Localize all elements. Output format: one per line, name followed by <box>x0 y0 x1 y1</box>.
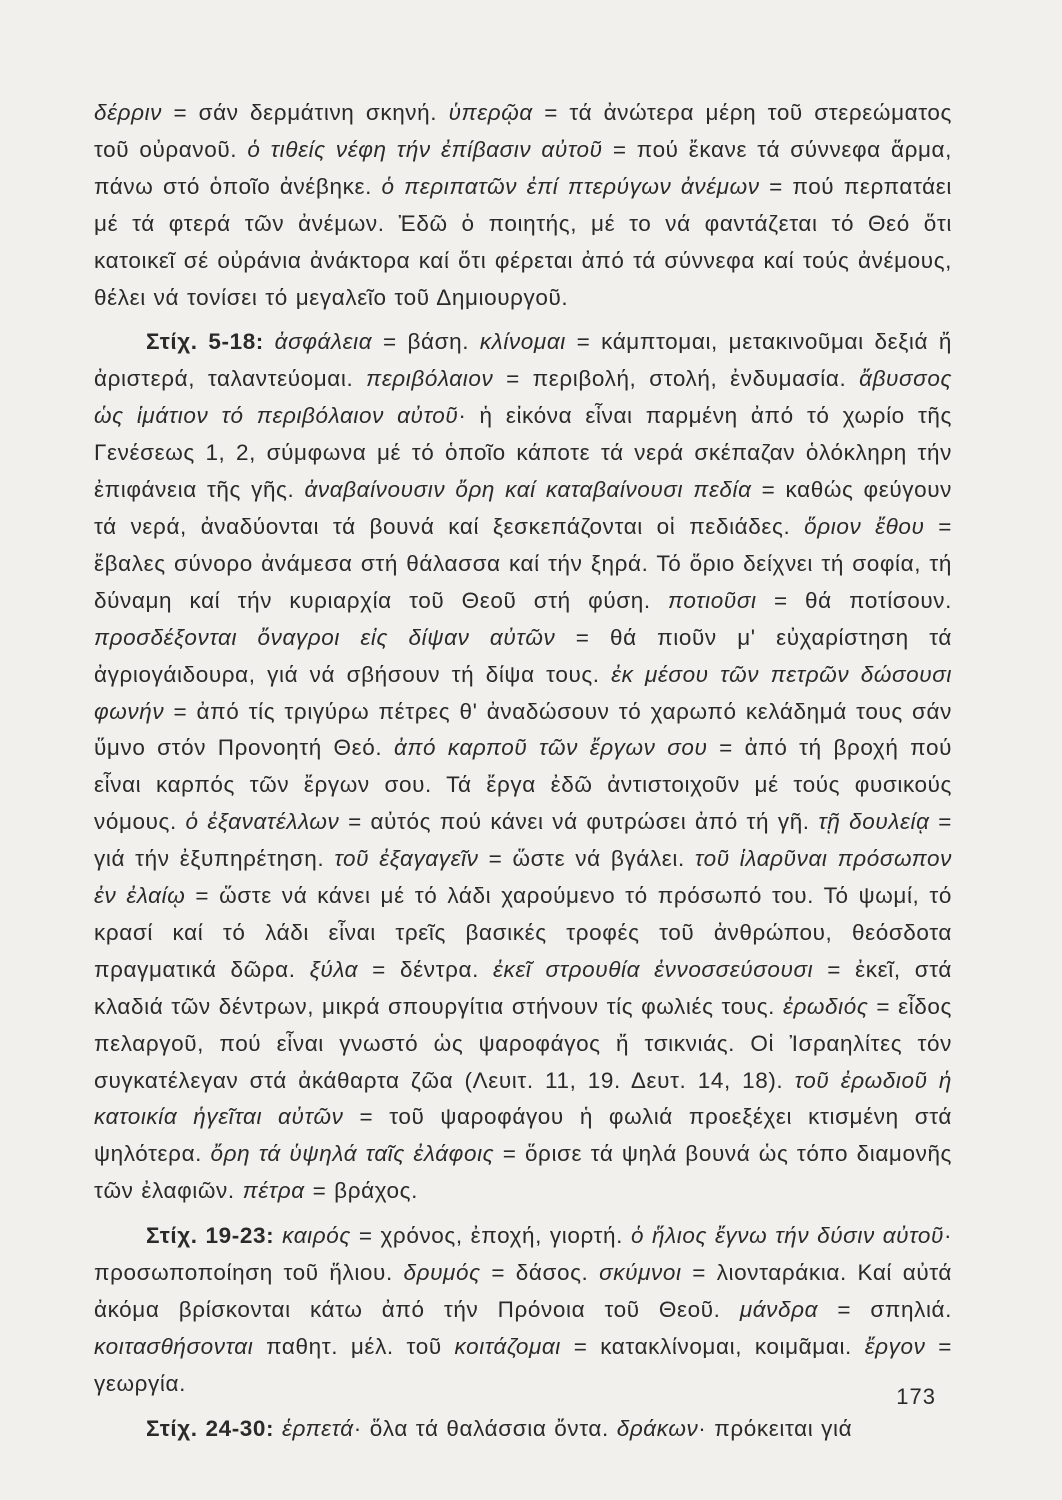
text-run: = εἶδος πελαργοῦ, πού εἶναι γνωστό ὡς ψαροφάγος ἤ τσικνιάς. Οἱ Ἰσραηλίτες τόν συγκατέλεγαν στά ἀκάθαρτα ζῶα (Λευιτ. 11, 19. Δευτ. 14, 18). <box>94 993 952 1093</box>
paragraph <box>94 1218 952 1403</box>
term-italic: ὁ τιθείς νέφη τήν ἐπίβασιν αὐτοῦ <box>247 136 603 162</box>
term-italic: κοιτασθήσονται <box>94 1333 254 1359</box>
text-run: · ἡ εἰκόνα εἶναι παρμένη ἀπό τό χωρίο τῆς Γενέσεως 1, 2, σύμφωνα μέ τό ὁποῖο κάποτε τά νερά σκέπαζαν ὁλόκληρη τήν ἐπιφάνεια τῆς γῆς. <box>94 403 952 503</box>
term-italic: δρυμός <box>403 1260 481 1286</box>
term-italic: δέρριν <box>94 100 163 125</box>
term-italic: τῇ δουλείᾳ <box>818 809 930 835</box>
term-italic: τοῦ ἱλαρῦναι πρόσωπον ἐν ἐλαίῳ <box>94 846 952 909</box>
text-run <box>274 1416 282 1441</box>
text-run: = ὥστε νά κάνει μέ τό λάδι χαρούμενο τό πρόσωπό του. Τό ψωμί, τό κρασί καί τό λάδι εἶναι τρεῖς βασικές τροφές τοῦ ἀνθρώπου, θεόσδοτα πραγματικά δῶρα. <box>94 883 953 982</box>
text-run: · πρόκειται γιά <box>698 1415 853 1441</box>
text-run: = αὐτός πού κάνει νά φυτρώσει ἀπό τή γῆ. <box>339 809 819 835</box>
text-run: = καθώς φεύγουν τά νερά, ἀναδύονται τά βουνά καί ξεσκεπάζονται οἱ πεδιάδες. <box>94 477 952 539</box>
term-italic: ἐκεῖ στρουθία ἐννοσσεύσουσι <box>493 956 814 982</box>
text-run: = περιβολή, στολή, ἐνδυμασία. <box>493 366 860 392</box>
term-italic: ποτιοῦσι <box>668 587 757 613</box>
term-italic: ἐρωδιός <box>782 993 869 1019</box>
text-run: = ἐκεῖ, στά κλαδιά τῶν δέντρων, μικρά σπουργίτια στήνουν τίς φωλιές τους. <box>94 956 952 1019</box>
term-italic: κοιτάζομαι <box>454 1333 561 1359</box>
verse-heading: Στίχ. 19-23: <box>146 1223 275 1249</box>
text-run: = σάν δερμάτινη σκηνή. <box>162 100 449 125</box>
text-run: = ὅρισε τά ψηλά βουνά ὡς τόπο διαμονῆς τῶν ἐλαφιῶν. <box>94 1141 953 1204</box>
text-run: = θά ποτίσουν. <box>756 587 952 613</box>
text-run: παθητ. μέλ. τοῦ <box>253 1333 455 1359</box>
text-run: = γεωργία. <box>94 1333 952 1396</box>
term-italic: ἑρπετά <box>281 1415 354 1441</box>
text-run: · ὅλα τά θαλάσσια ὄντα. <box>353 1415 617 1441</box>
term-italic: περιβόλαιον <box>366 366 494 392</box>
term-italic: ἀσφάλεια <box>274 329 373 355</box>
term-italic: ὁ ἐξανατέλλων <box>185 809 340 835</box>
term-italic: ξύλα <box>309 956 359 982</box>
text-run: = πού περπατάει μέ τά φτερά τῶν ἀνέμων. Ἐδῶ ὁ ποιητής, μέ το νά φαντάζεται τό Θεό ὅτι κατοικεῖ σέ οὐράνια ἀνάκτορα καί ὅτι φέρεται ἀπό τά σύννεφα καί τούς ἀνέμους, θέλει νά τονίσει τό μεγαλεῖο τοῦ Δημιουργοῦ. <box>94 173 952 310</box>
commentary-text <box>94 95 952 1448</box>
text-run: = ἔβαλες σύνορο ἀνάμεσα στή θάλασσα καί τήν ξηρά. Τό ὅριο δείχνει τή σοφία, τή δύναμη καί τήν κυριαρχία τοῦ Θεοῦ στή φύση. <box>94 513 952 613</box>
term-italic: σκύμνοι <box>599 1260 682 1286</box>
text-run: = ἀπό τίς τριγύρω πέτρες θ' ἀναδώσουν τό χαρωπό κελάδημά τους σάν ὕμνο στόν Προνοητή Θεό. <box>94 698 952 761</box>
text-run: = ὥστε νά βγάλει. <box>478 846 695 872</box>
term-italic: ὁ ἥλιος ἔγνω τήν δύσιν αὐτοῦ <box>630 1223 944 1249</box>
term-italic: ὅριον ἔθου <box>804 513 925 539</box>
text-run: = βάση. <box>372 329 480 355</box>
term-italic: ἀπό καρποῦ τῶν ἔργων σου <box>393 735 708 761</box>
text-run: = λιονταράκια. Καί αὐτά ἀκόμα βρίσκονται κάτω ἀπό τήν Πρόνοια τοῦ Θεοῦ. <box>94 1260 953 1322</box>
text-run: = πού ἔκανε τά σύννεφα ἅρμα, πάνω στό ὁποῖο ἀνέβηκε. <box>94 136 953 199</box>
paragraph <box>94 1411 952 1448</box>
verse-heading: Στίχ. 5-18: <box>146 329 264 355</box>
text-run: = θά πιοῦν μ' εὐχαρίστηση τά ἀγριογάιδουρα, γιά νά σβήσουν τή δίψα τους. <box>94 624 952 687</box>
paragraph <box>94 95 952 316</box>
term-italic: τοῦ ἐρωδιοῦ ἡ κατοικία ἡγεῖται αὐτῶν <box>94 1067 952 1130</box>
term-italic: ὄρη τά ὑψηλά ταῖς ἐλάφοις <box>210 1141 495 1167</box>
term-italic: μάνδρα <box>739 1297 819 1322</box>
text-run: = βράχος. <box>304 1178 418 1204</box>
paragraph <box>94 324 952 1210</box>
text-run: = γιά τήν ἐξυπηρέτηση. <box>94 809 952 872</box>
term-italic: ὑπερῷα <box>448 100 533 125</box>
text-run: = χρόνος, ἐποχή, γιορτή. <box>350 1223 631 1249</box>
term-italic: προσδέξονται ὄναγροι εἰς δίψαν αὐτῶν <box>94 624 556 650</box>
text-run: = δάσος. <box>480 1260 600 1286</box>
text-run <box>264 329 275 354</box>
text-run: = δέντρα. <box>358 956 493 982</box>
text-run: = τοῦ ψαροφάγου ἡ φωλιά προεξέχει κτισμένη στά ψηλότερα. <box>94 1104 952 1167</box>
text-run: = κάμπτομαι, μετακινοῦμαι δεξιά ἤ ἀριστερά, ταλαντεύομαι. <box>94 329 952 392</box>
text-run: = τά ἀνώτερα μέρη τοῦ στερεώματος τοῦ οὐρανοῦ. <box>94 100 952 162</box>
text-run: = ἀπό τή βροχή πού εἶναι καρπός τῶν ἔργων σου. Τά ἔργα ἐδῶ ἀντιστοιχοῦν μέ τούς φυσικούς νόμους. <box>94 735 952 835</box>
term-italic: τοῦ ἐξαγαγεῖν <box>334 846 479 872</box>
term-italic: ἐκ μέσου τῶν πετρῶν δώσουσι φωνήν <box>94 661 953 724</box>
term-italic: κλίνομαι <box>479 329 566 355</box>
text-run: = σπηλιά. <box>818 1297 953 1322</box>
term-italic: ἀναβαίνουσιν ὄρη καί καταβαίνουσι πεδία <box>304 477 752 503</box>
term-italic: ἔργον <box>864 1333 926 1359</box>
text-run: = κατακλίνομαι, κοιμᾶμαι. <box>560 1333 865 1359</box>
term-italic: καιρός <box>282 1223 351 1249</box>
term-italic: πέτρα <box>242 1178 305 1204</box>
term-italic: ὁ περιπατῶν ἐπί πτερύγων ἀνέμων <box>381 173 760 199</box>
verse-heading: Στίχ. 24-30: <box>146 1415 275 1441</box>
page-number: 173 <box>896 1384 936 1409</box>
term-italic: ἄβυσσος ὡς ἱμάτιον τό περιβόλαιον αὐτοῦ <box>94 366 952 429</box>
term-italic: δράκων <box>616 1415 699 1441</box>
text-run <box>274 1223 282 1248</box>
text-run: · προσωποποίηση τοῦ ἥλιου. <box>94 1223 953 1286</box>
